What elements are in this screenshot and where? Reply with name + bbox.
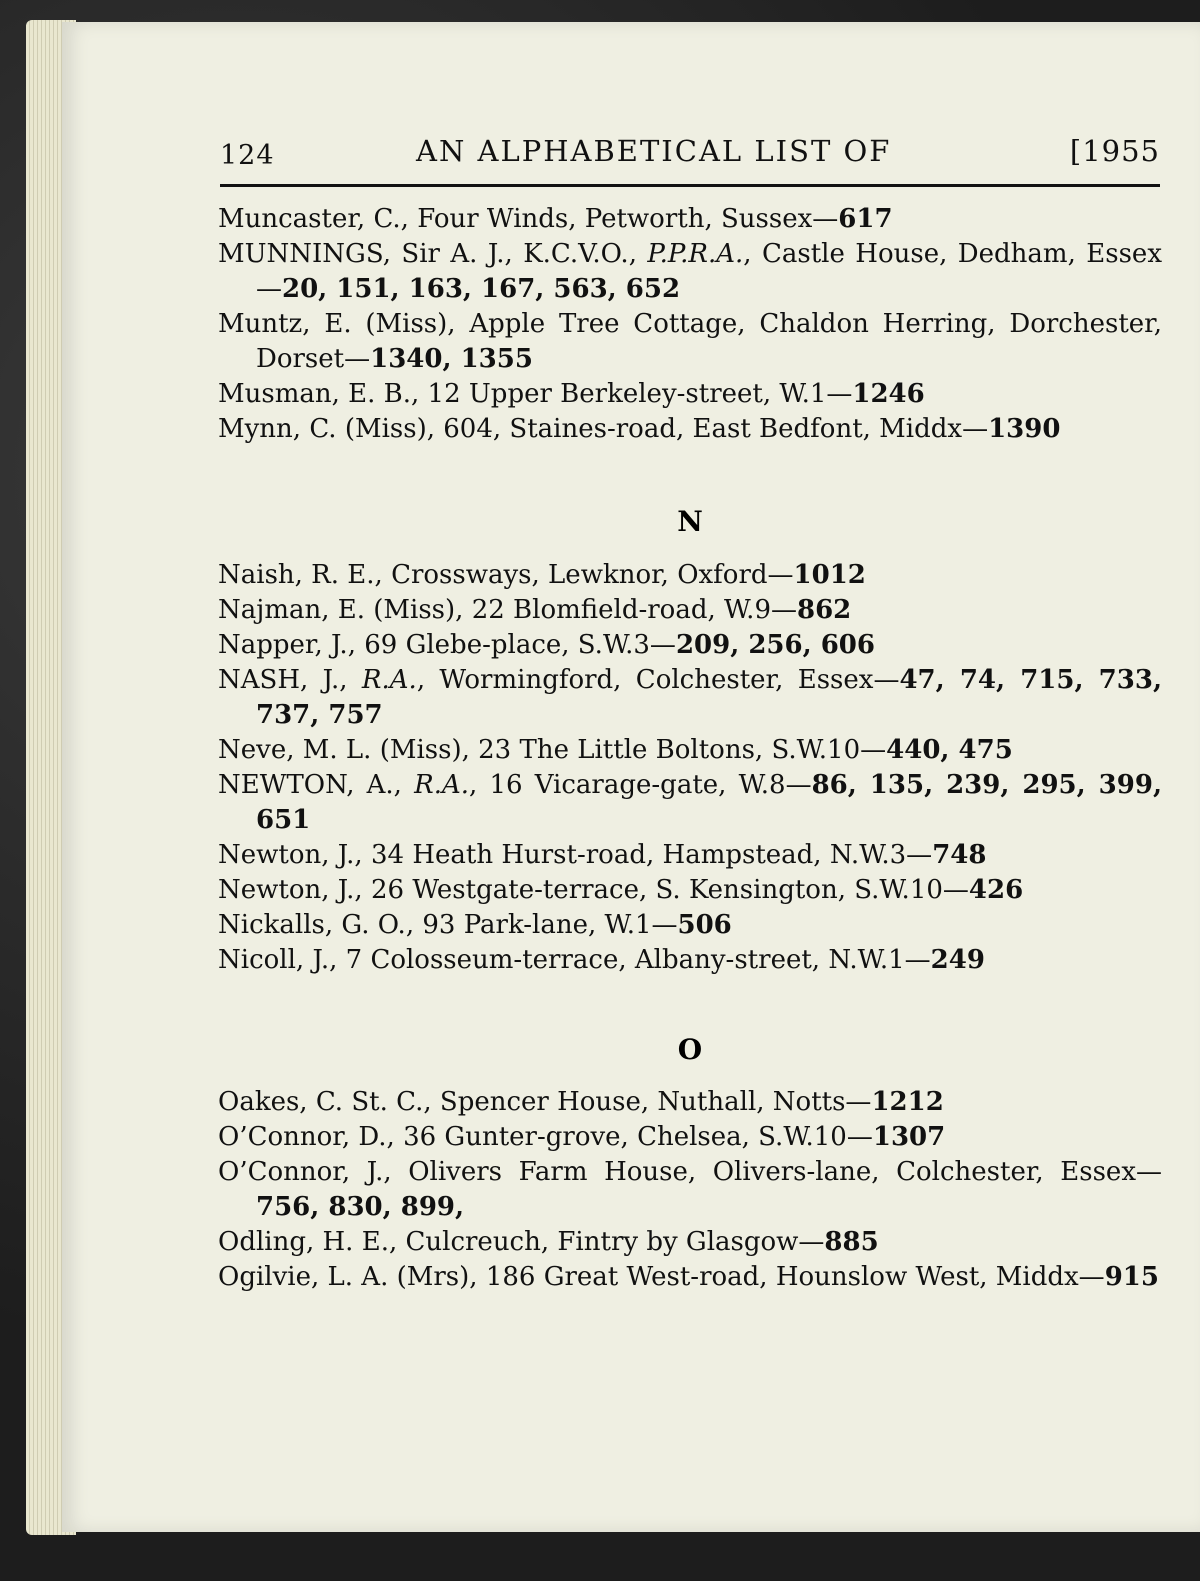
list-item: Muntz, E. (Miss), Apple Tree Cottage, Chaldon Herring, Dorchester, Dorset—1340, 1355: [218, 309, 1162, 374]
list-item: Naish, R. E., Crossways, Lewknor, Oxford—1012: [218, 560, 866, 590]
list-item: Nicoll, J., 7 Colosseum-terrace, Albany-street, N.W.1—249: [218, 945, 985, 975]
header-rule: [220, 184, 1160, 187]
section-o-heading: [218, 1020, 1162, 1080]
list-item: Nickalls, G. O., 93 Park-lane, W.1—506: [218, 910, 732, 940]
section-letter-n: N: [677, 505, 703, 538]
section-n-heading: [218, 492, 1162, 552]
list-item: Najman, E. (Miss), 22 Blomfield-road, W.9—862: [218, 595, 852, 625]
list-item: Musman, E. B., 12 Upper Berkeley-street, W.1—1246: [218, 379, 925, 409]
header-year: [1955: [1069, 134, 1160, 168]
section-m-list: [218, 202, 1162, 447]
list-item: NASH, J., R.A., Wormingford, Colchester, Essex—47, 74, 715, 733, 737, 757: [218, 665, 1162, 730]
list-item: Mynn, C. (Miss), 604, Staines-road, East Bedfont, Middx—1390: [218, 414, 1061, 444]
section-letter-o: O: [677, 1033, 703, 1066]
list-item: Neve, M. L. (Miss), 23 The Little Boltons, S.W.10—440, 475: [218, 735, 1013, 765]
list-item: NEWTON, A., R.A., 16 Vicarage-gate, W.8—86, 135, 239, 295, 399, 651: [218, 770, 1162, 835]
list-item: Newton, J., 26 Westgate-terrace, S. Kensington, S.W.10—426: [218, 875, 1024, 905]
list-item: Muncaster, C., Four Winds, Petworth, Sussex—617: [218, 204, 893, 234]
page-number: 124: [220, 140, 275, 171]
list-item: Ogilvie, L. A. (Mrs), 186 Great West-road, Hounslow West, Middx—915: [218, 1262, 1159, 1292]
section-n-list: [218, 558, 1162, 978]
list-item: MUNNINGS, Sir A. J., K.C.V.O., P.P.R.A., Castle House, Dedham, Essex—20, 151, 163, 167, 563, 652: [218, 239, 1162, 304]
list-item: Odling, H. E., Culcreuch, Fintry by Glasgow—885: [218, 1227, 879, 1257]
running-header: [220, 130, 1160, 174]
page-title: AN ALPHABETICAL LIST OF: [416, 134, 892, 168]
section-o-list: [218, 1085, 1162, 1295]
list-item: O’Connor, D., 36 Gunter-grove, Chelsea, S.W.10—1307: [218, 1122, 946, 1152]
list-item: O’Connor, J., Olivers Farm House, Olivers-lane, Colchester, Essex—756, 830, 899,: [218, 1157, 1162, 1222]
list-item: Newton, J., 34 Heath Hurst-road, Hampstead, N.W.3—748: [218, 840, 987, 870]
list-item: Oakes, C. St. C., Spencer House, Nuthall, Notts—1212: [218, 1087, 944, 1117]
list-item: Napper, J., 69 Glebe-place, S.W.3—209, 256, 606: [218, 630, 875, 660]
